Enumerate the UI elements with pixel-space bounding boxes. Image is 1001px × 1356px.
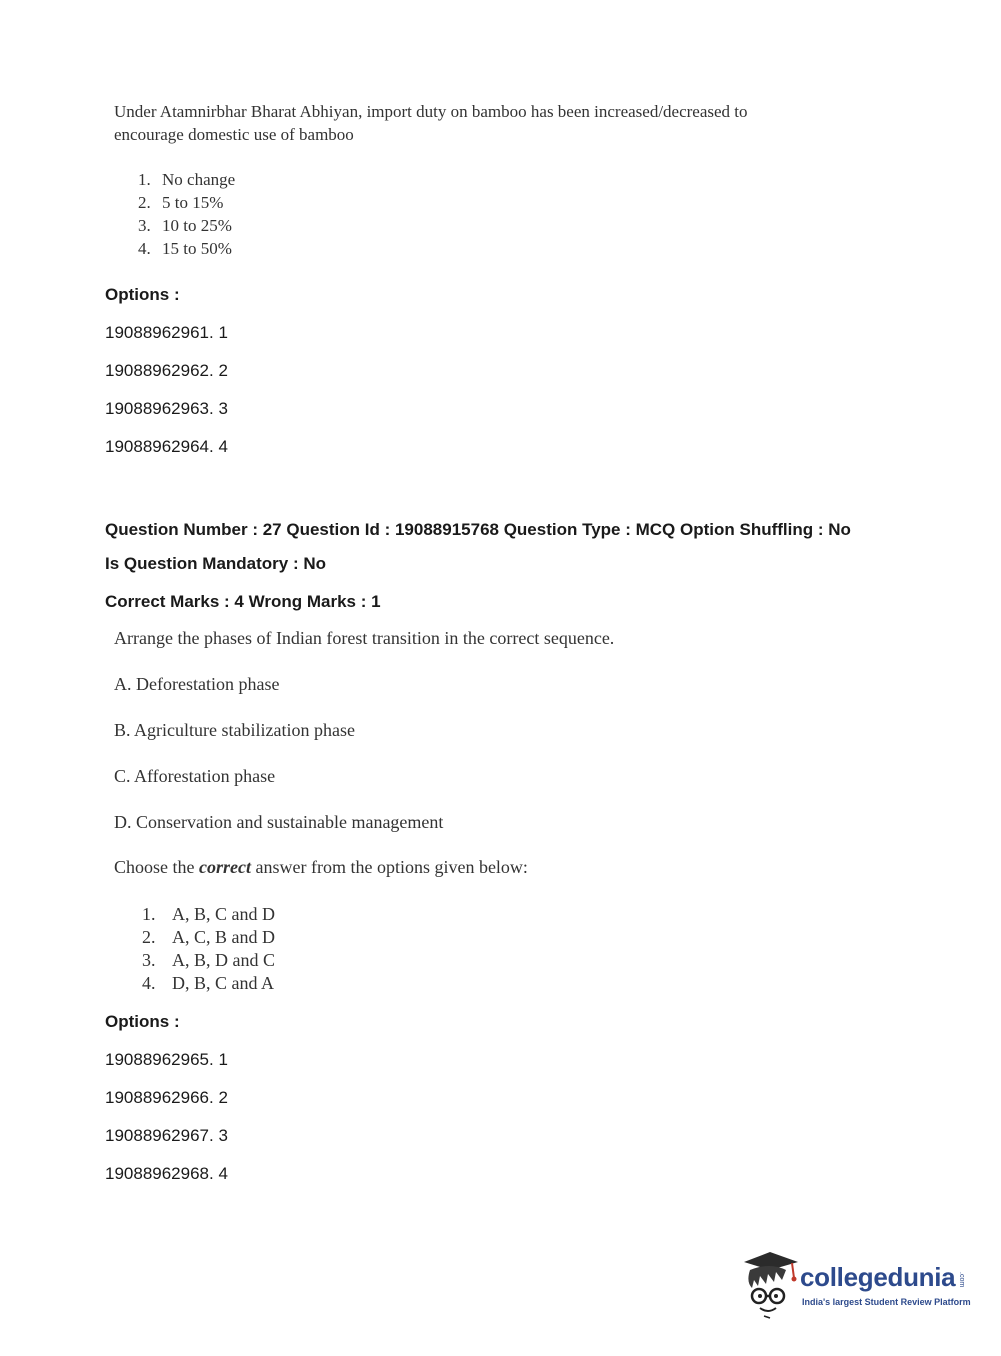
q27-marks: Correct Marks : 4 Wrong Marks : 1 <box>105 592 381 611</box>
q26-choice-list <box>138 168 235 260</box>
q27-option: 19088962968. 4 <box>105 1164 228 1183</box>
q27-choice: 3. A, B, D and C <box>142 950 275 970</box>
q27-option: 19088962966. 2 <box>105 1088 228 1107</box>
q26-choice: 2. 5 to 15% <box>138 193 224 212</box>
q27-choice: 2. A, C, B and D <box>142 927 275 947</box>
q26-option: 19088962964. 4 <box>105 437 228 456</box>
q27-option: 19088962967. 3 <box>105 1126 228 1145</box>
collegedunia-com: .com <box>958 1272 965 1288</box>
q26-option: 19088962961. 1 <box>105 323 228 342</box>
collegedunia-tagline: India's largest Student Review Platform <box>802 1297 971 1307</box>
q26-text-line1: Under Atamnirbhar Bharat Abhiyan, import duty on bamboo has been increased/decreased to <box>114 102 748 121</box>
q27-statement: A. Deforestation phase <box>114 674 280 694</box>
q27-statement: B. Agriculture stabilization phase <box>114 720 355 740</box>
q26-text-line2: encourage domestic use of bamboo <box>114 125 354 144</box>
q26-option: 19088962963. 3 <box>105 399 228 418</box>
q27-options-label: Options : <box>105 1012 180 1031</box>
q27-choice-list <box>142 903 275 995</box>
collegedunia-wordmark: collegedunia <box>800 1262 956 1292</box>
collegedunia-mascot-icon <box>740 1248 802 1320</box>
q26-choice: 4. 15 to 50% <box>138 239 232 258</box>
q27-statement: D. Conservation and sustainable management <box>114 812 444 832</box>
q27-statement: C. Afforestation phase <box>114 766 276 786</box>
q26-question-text <box>114 100 754 146</box>
q26-choice: 3. 10 to 25% <box>138 216 232 235</box>
q26-options-label: Options : <box>105 285 180 304</box>
q27-choose-instruction: Choose the correct answer from the options given below: <box>114 857 528 877</box>
q27-choice: 4. D, B, C and A <box>142 973 275 993</box>
q27-choice: 1. A, B, C and D <box>142 904 275 924</box>
q26-option: 19088962962. 2 <box>105 361 228 380</box>
q27-meta-line1: Question Number : 27 Question Id : 19088915768 Question Type : MCQ Option Shuffling : No <box>105 520 851 539</box>
q26-choice: 1. No change <box>138 170 236 189</box>
q27-meta-line2: Is Question Mandatory : No <box>105 554 327 573</box>
q27-option: 19088962965. 1 <box>105 1050 228 1069</box>
q27-prompt: Arrange the phases of Indian forest transition in the correct sequence. <box>114 628 615 648</box>
